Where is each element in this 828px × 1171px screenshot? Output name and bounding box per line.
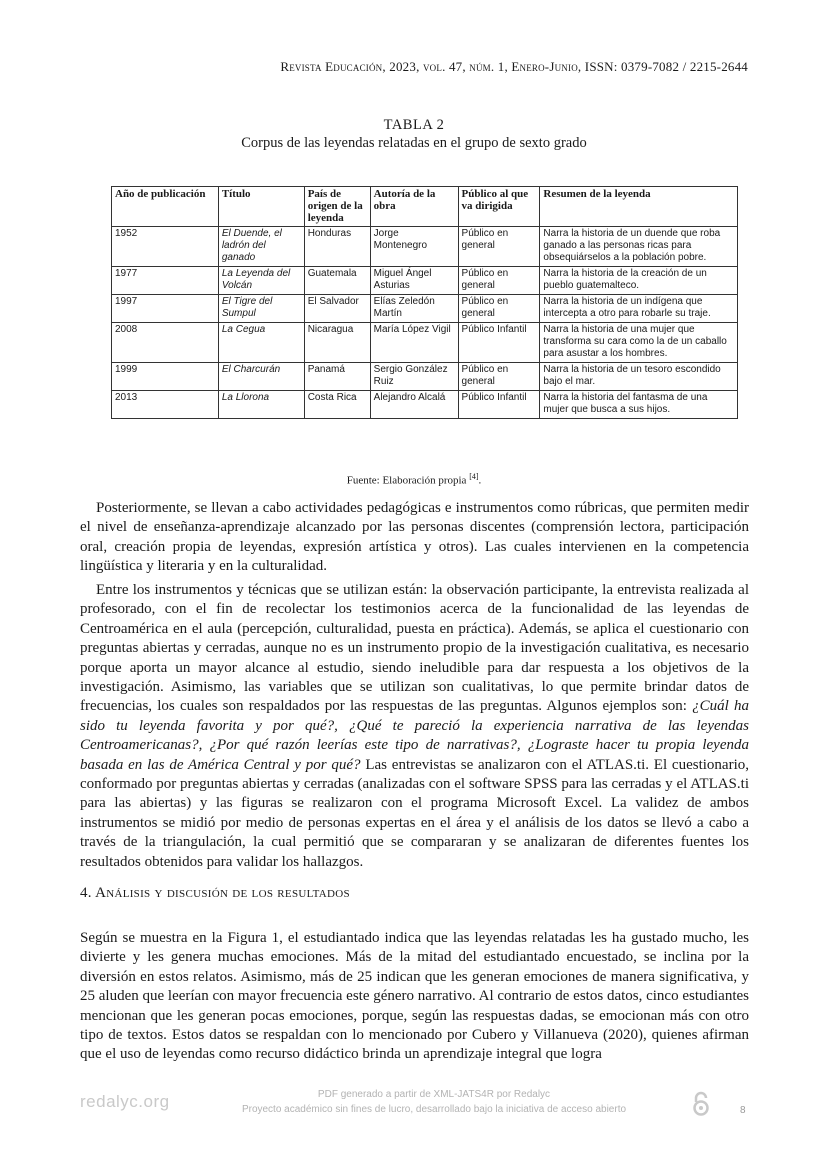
- column-header: Público al que va dirigida: [458, 187, 540, 227]
- title-cell: La Leyenda del Volcán: [218, 267, 304, 295]
- audience-cell: Público en general: [458, 295, 540, 323]
- author-cell: Miguel Ángel Asturias: [370, 267, 458, 295]
- year-cell: 1952: [112, 227, 219, 267]
- table-row: [112, 391, 738, 419]
- paragraph: [80, 581, 749, 872]
- paragraph: Según se muestra en la Figura 1, el estudiantado indica que las leyendas relatadas les ha gustado mucho, les divierte y les genera muchas emociones. Más de la mitad del estudiantado encuestado, se inclina por la diversión en estos relatos. Asimismo, más de 25 indican que les generan emociones de manera significativa, y 25 aluden que leerían con mayor frecuencia este género narrativo. Al contrario de estos datos, cinco estudiantes mencionan que les generan pocas emociones, porque, según las respuestas dadas, se emocionan más con otro tipo de textos. Estos datos se respaldan con lo mencionado por Cubero y Villanueva (2020), quienes afirman que el uso de leyendas como recurso didáctico brinda un aprendizaje integral que logra: [80, 930, 749, 1063]
- country-cell: El Salvador: [304, 295, 370, 323]
- summary-cell: Narra la historia de la creación de un pueblo guatemalteco.: [540, 267, 738, 295]
- footnote-link[interactable]: [4]: [469, 472, 479, 481]
- page-number: 8: [740, 1105, 746, 1116]
- open-access-icon: [690, 1091, 712, 1117]
- author-cell: Elías Zeledón Martín: [370, 295, 458, 323]
- summary-cell: Narra la historia del fantasma de una mujer que busca a sus hijos.: [540, 391, 738, 419]
- source-text: Fuente: Elaboración propia: [346, 474, 467, 487]
- table-source: [0, 472, 828, 487]
- table-caption: Corpus de las leyendas relatadas en el grupo de sexto grado: [241, 135, 587, 151]
- country-cell: Panamá: [304, 363, 370, 391]
- author-cell: María López Vigil: [370, 323, 458, 363]
- title-cell: La Llorona: [218, 391, 304, 419]
- table-row: [112, 363, 738, 391]
- author-cell: Sergio González Ruiz: [370, 363, 458, 391]
- year-cell: 1999: [112, 363, 219, 391]
- country-cell: Guatemala: [304, 267, 370, 295]
- title-cell: El Tigre del Sumpul: [218, 295, 304, 323]
- title-cell: La Cegua: [218, 323, 304, 363]
- year-cell: 1977: [112, 267, 219, 295]
- country-cell: Costa Rica: [304, 391, 370, 419]
- summary-cell: Narra la historia de un tesoro escondido bajo el mar.: [540, 363, 738, 391]
- year-cell: 1997: [112, 295, 219, 323]
- paragraph-text: Entre los instrumentos y técnicas que se utilizan están: la observación participante, la entrevista realizada al profesorado, con el fin de recolectar los testimonios acerca de la funcionalidad de las leyendas de Centroamérica en el aula (percepción, culturalidad, puesta en práctica). Además, se aplica el cuestionario con preguntas abiertas y cerradas, aunque no es un instrumento propio de la investigación cualitativa, es necesario porque aporta un mayor alcance al estudio, siendo ineludible para dar respuesta a los objetivos de la investigación. Asimismo, las variables que se utilizan son cualitativas, lo que permite brindar datos de frecuencias, los cuales son respaldados por las respuestas de las preguntas. Algunos ejemplos son:: [80, 582, 749, 715]
- example-questions: ¿Cuál ha sido tu leyenda favorita y por qué?, ¿Qué te pareció la experiencia narrativa de las leyendas Centroamericanas?, ¿Por qué razón leerías este tipo de narrativas?, ¿Lograste hacer tu propia leyenda basada en las de América Central y por qué?: [80, 698, 749, 773]
- table-header-row: [112, 187, 738, 227]
- column-header: Año de publicación: [112, 187, 219, 227]
- footer-line: Proyecto académico sin fines de lucro, desarrollado bajo la iniciativa de acceso abierto: [241, 1104, 627, 1115]
- source-period: .: [478, 474, 482, 487]
- author-cell: Jorge Montenegro: [370, 227, 458, 267]
- table-row: [112, 323, 738, 363]
- country-cell: Honduras: [304, 227, 370, 267]
- column-header: País de origen de la leyenda: [304, 187, 370, 227]
- section-heading: 4. Análisis y discusión de los resultados: [80, 885, 350, 901]
- author-cell: Alejandro Alcalá: [370, 391, 458, 419]
- table-row: [112, 295, 738, 323]
- year-cell: 2013: [112, 391, 219, 419]
- summary-cell: Narra la historia de un duende que roba ganado a las personas ricas para obsequiárselos a la población pobre.: [540, 227, 738, 267]
- footer-line: PDF generado a partir de XML-JATS4R por Redalyc: [317, 1089, 551, 1100]
- title-cell: El Duende, el ladrón del ganado: [218, 227, 304, 267]
- table-label: TABLA 2: [383, 117, 445, 133]
- paragraph: Posteriormente, se llevan a cabo actividades pedagógicas e instrumentos como rúbricas, que permiten medir el nivel de enseñanza-aprendizaje alcanzado por las personas discentes (comprensión lectora, participación oral, creación propia de leyendas, expresión artística y otros). Las cuales intervienen en la competencia lingüística y literaria y en la culturalidad.: [80, 500, 749, 575]
- audience-cell: Público Infantil: [458, 391, 540, 419]
- table-row: [112, 227, 738, 267]
- title-cell: El Charcurán: [218, 363, 304, 391]
- table-row: [112, 267, 738, 295]
- column-header: Autoría de la obra: [370, 187, 458, 227]
- country-cell: Nicaragua: [304, 323, 370, 363]
- summary-cell: Narra la historia de una mujer que transforma su cara como la de un caballo para asustar a los hombres.: [540, 323, 738, 363]
- legends-table: [111, 186, 738, 419]
- journal-header: Revista Educación, 2023, vol. 47, núm. 1, Enero-Junio, ISSN: 0379-7082 / 2215-2644: [280, 59, 748, 74]
- audience-cell: Público en general: [458, 363, 540, 391]
- year-cell: 2008: [112, 323, 219, 363]
- column-header: Resumen de la leyenda: [540, 187, 738, 227]
- audience-cell: Público Infantil: [458, 323, 540, 363]
- column-header: Título: [218, 187, 304, 227]
- audience-cell: Público en general: [458, 227, 540, 267]
- audience-cell: Público en general: [458, 267, 540, 295]
- summary-cell: Narra la historia de un indígena que intercepta a otro para robarle su traje.: [540, 295, 738, 323]
- paragraph-text: Las entrevistas se analizaron con el ATLAS.ti. El cuestionario, conformado por preguntas abiertas y cerradas (analizadas con el software SPSS para las cerradas y el ATLAS.ti para las abiertas) y las figuras se realizaron con el programa Microsoft Excel. La validez de ambos instrumentos se midió por medio de personas expertas en el área y el análisis de los datos se llevó a cabo a través de la triangulación, la cual permitió que se compararan y se analizaran de diferentes fuentes los resultados obtenidos para validar los hallazgos.: [80, 756, 749, 870]
- redalyc-logo: redalyc.org: [80, 1092, 170, 1111]
